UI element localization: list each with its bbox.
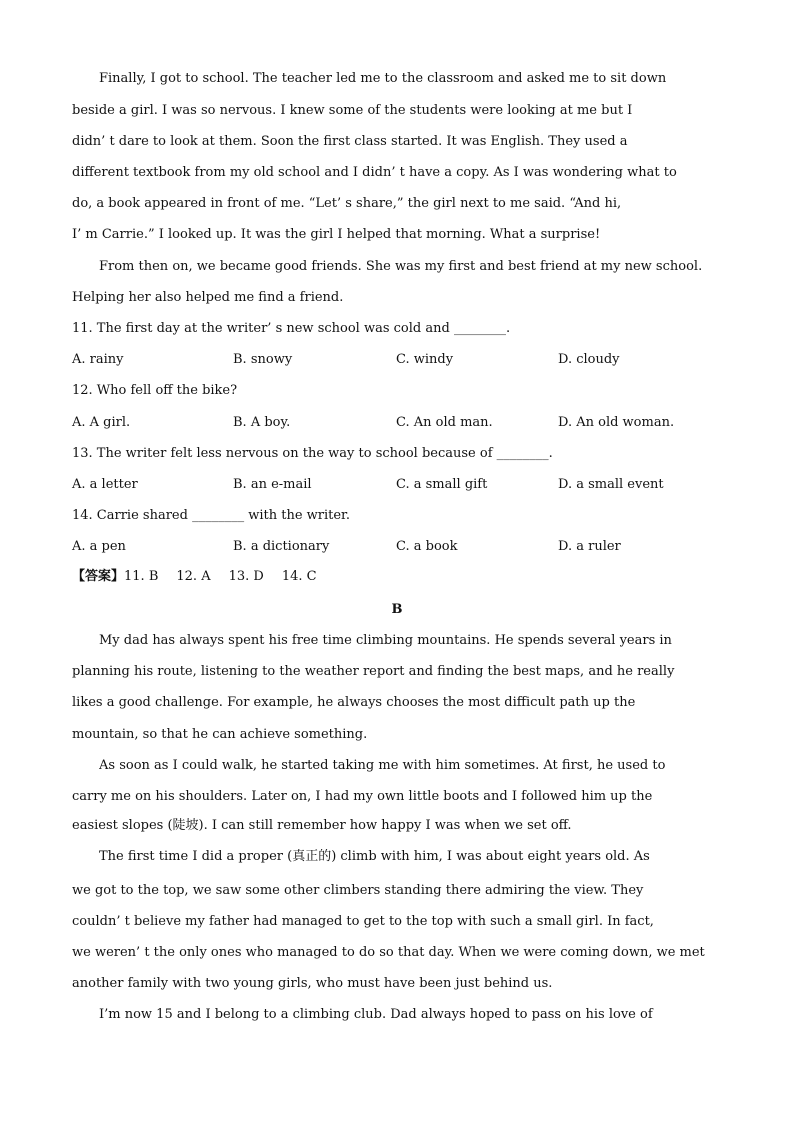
passage-b-line-3: likes a good challenge. For example, he always chooses the most difficult path up the — [72, 695, 636, 710]
passage-b-line-5: As soon as I could walk, he started taking me with him sometimes. At first, he used to — [99, 758, 666, 773]
question-11-option-d: D. cloudy — [558, 352, 620, 367]
passage-a-line-8: Helping her also helped me find a friend. — [72, 290, 344, 305]
question-13-stem: 13. The writer felt less nervous on the way to school because of ________. — [72, 446, 553, 461]
answer-item-11: 11. B — [124, 569, 159, 584]
passage-b-line-13: I’m now 15 and I belong to a climbing club. Dad always hoped to pass on his love of — [99, 1007, 653, 1022]
question-11-option-c: C. windy — [396, 352, 454, 367]
question-14-option-a: A. a pen — [72, 539, 126, 554]
question-14-stem: 14. Carrie shared ________ with the writer. — [72, 508, 350, 523]
passage-a-line-4: different textbook from my old school and I didn’ t have a copy. As I was wondering what to — [72, 165, 677, 180]
answer-item-13: 13. D — [228, 569, 264, 584]
passage-b-line-6: carry me on his shoulders. Later on, I had my own little boots and I followed him up the — [72, 789, 653, 804]
question-11-option-a: A. rainy — [72, 352, 124, 367]
passage-b-line-7: easiest slopes (陡坡). I can still remember how happy I was when we set off. — [72, 818, 572, 833]
answer-key-label: 【答案】 — [72, 569, 125, 584]
answer-key — [72, 569, 335, 585]
passage-a-line-1: Finally, I got to school. The teacher led me to the classroom and asked me to sit down — [99, 71, 667, 86]
question-14-option-b: B. a dictionary — [233, 539, 330, 554]
question-13-option-d: D. a small event — [558, 477, 664, 492]
question-13-option-c: C. a small gift — [396, 477, 488, 492]
question-12-option-b: B. A boy. — [233, 415, 291, 430]
passage-b-line-2: planning his route, listening to the weather report and finding the best maps, and he really — [72, 664, 675, 679]
question-12-option-c: C. An old man. — [396, 415, 493, 430]
question-13-option-b: B. an e-mail — [233, 477, 312, 492]
answer-item-14: 14. C — [281, 569, 317, 584]
passage-a-line-7: From then on, we became good friends. She was my first and best friend at my new school. — [99, 259, 703, 274]
question-12-option-d: D. An old woman. — [558, 415, 675, 430]
passage-a-line-2: beside a girl. I was so nervous. I knew some of the students were looking at me but I — [72, 103, 633, 118]
passage-b-line-9: we got to the top, we saw some other climbers standing there admiring the view. They — [72, 883, 644, 898]
question-11-stem: 11. The first day at the writer’ s new school was cold and ________. — [72, 321, 511, 336]
passage-b-line-4: mountain, so that he can achieve something. — [72, 727, 368, 742]
passage-b-line-1: My dad has always spent his free time climbing mountains. He spends several years in — [99, 633, 672, 648]
question-14-option-c: C. a book — [396, 539, 458, 554]
passage-b-line-11: we weren’ t the only ones who managed to do so that day. When we were coming down, we met — [72, 945, 705, 960]
question-12-stem: 12. Who fell off the bike? — [72, 383, 238, 398]
passage-b-line-8: The first time I did a proper (真正的) climb with him, I was about eight years old. As — [99, 849, 650, 864]
passage-a-line-3: didn’ t dare to look at them. Soon the first class started. It was English. They used a — [72, 134, 628, 149]
passage-b-line-12: another family with two young girls, who must have been just behind us. — [72, 976, 553, 991]
passage-a-line-5: do, a book appeared in front of me. “Let’ s share,” the girl next to me said. “And hi, — [72, 196, 622, 211]
question-12-option-a: A. A girl. — [72, 415, 131, 430]
question-11-option-b: B. snowy — [233, 352, 293, 367]
passage-b-line-10: couldn’ t believe my father had managed to get to the top with such a small girl. In fact, — [72, 914, 654, 929]
answer-item-12: 12. A — [176, 569, 211, 584]
question-14-option-d: D. a ruler — [558, 539, 621, 554]
section-b-heading: B — [391, 602, 403, 617]
passage-a-line-6: I’ m Carrie.” I looked up. It was the girl I helped that morning. What a surprise! — [72, 227, 601, 242]
question-13-option-a: A. a letter — [72, 477, 138, 492]
